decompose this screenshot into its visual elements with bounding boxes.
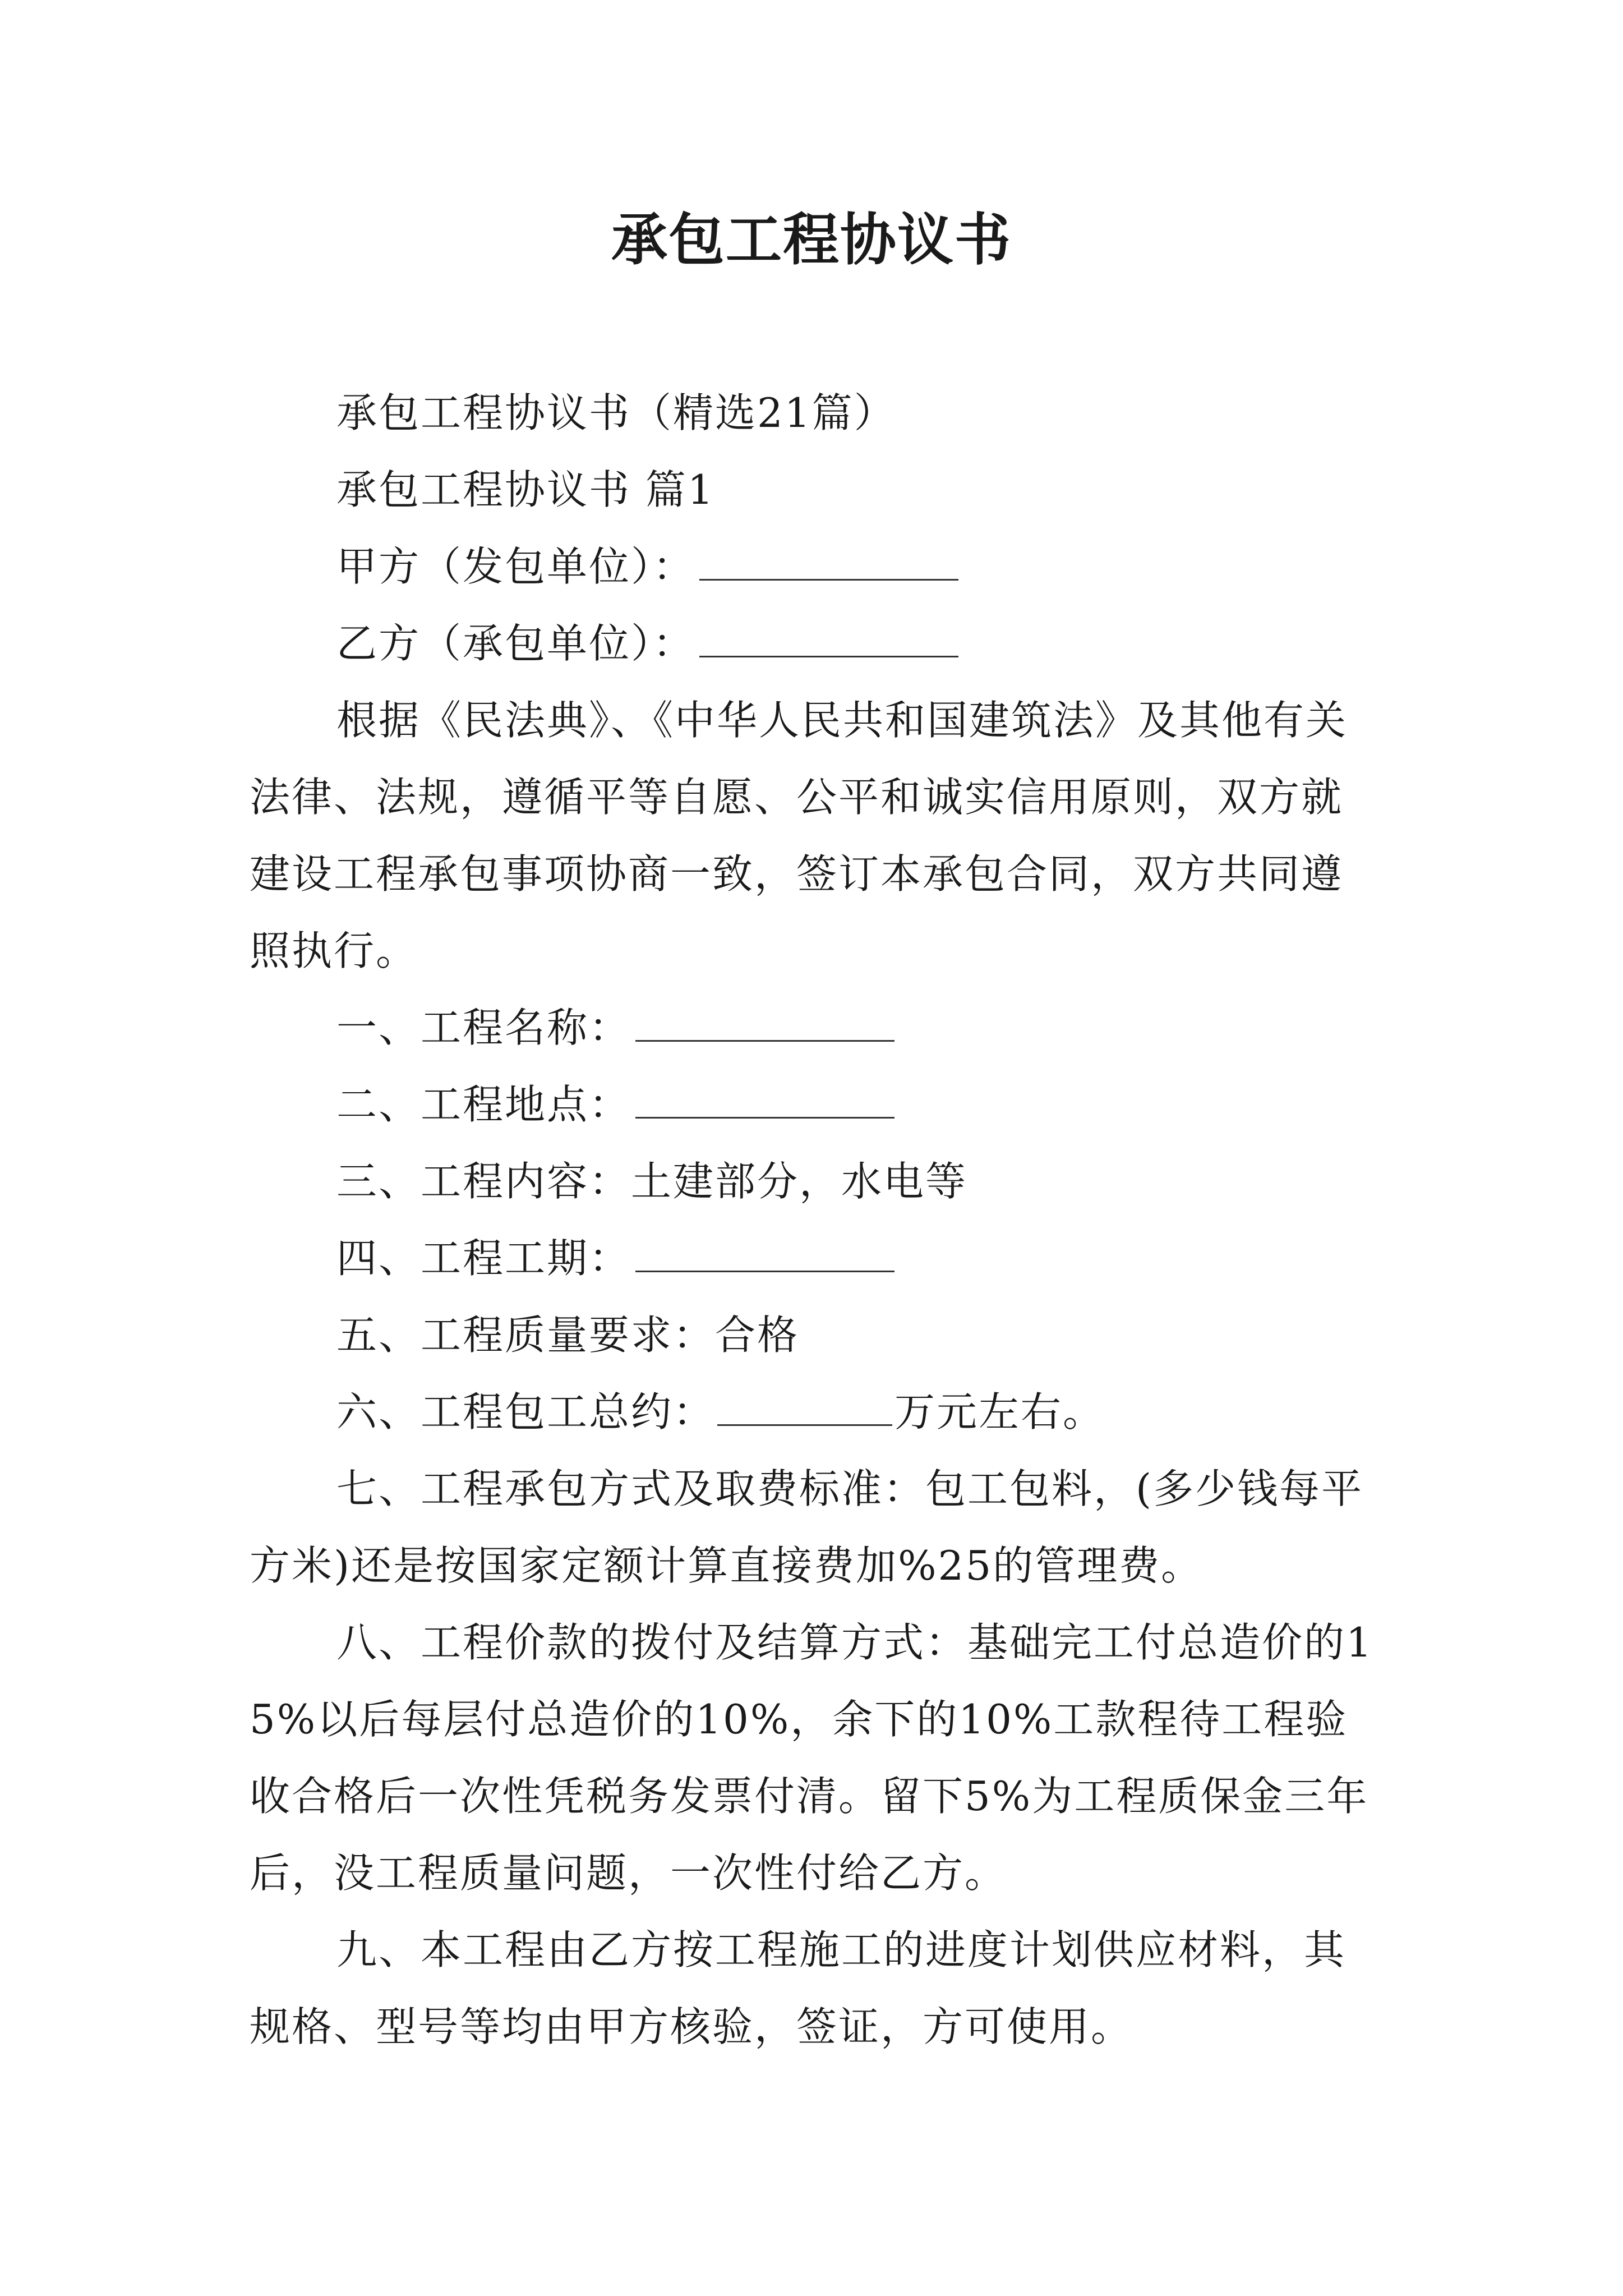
item-contract-total-suffix: 万元左右。	[895, 1388, 1105, 1435]
party-a-label: 甲方（发包单位）：	[336, 543, 695, 590]
item-project-name	[250, 990, 1382, 1066]
item-project-period	[250, 1220, 1382, 1297]
contract-total-blank	[717, 1389, 892, 1426]
project-name-blank	[635, 1005, 895, 1042]
item-contract-total-prefix: 六、工程包工总约：	[336, 1388, 716, 1435]
item-project-content: 三、工程内容：土建部分，水电等	[336, 1158, 968, 1205]
project-location-blank	[635, 1082, 895, 1119]
party-a-line	[250, 528, 1382, 605]
item-project-name-label: 一、工程名称：	[336, 1004, 631, 1051]
party-b-line	[250, 605, 1382, 682]
subtitle-line: 承包工程协议书（精选21篇）	[336, 389, 896, 436]
document-title: 承包工程协议书	[611, 206, 1012, 273]
project-period-blank	[635, 1236, 895, 1272]
item-project-location	[250, 1066, 1382, 1143]
party-a-blank	[699, 544, 958, 581]
item-payment-settlement: 八、工程价款的拨付及结算方式：基础完工付总造价的15%以后每层付总造价的10%，余下的10%工款程待工程验收合格后一次性凭税务发票付清。留下5%为工程质保金三年后，没工程质量问题，一次性付给乙方。	[250, 1619, 1373, 1897]
item-project-location-label: 二、工程地点：	[336, 1081, 631, 1128]
intro-paragraph: 根据《民法典》、《中华人民共和国建筑法》及其他有关法律、法规，遵循平等自愿、公平和诚实信用原则，双方就建设工程承包事项协商一致，签订本承包合同，双方共同遵照执行。	[250, 697, 1348, 974]
party-b-label: 乙方（承包单位）：	[336, 620, 695, 667]
item-contract-total	[250, 1374, 1382, 1451]
party-b-blank	[699, 621, 958, 657]
item-project-period-label: 四、工程工期：	[336, 1235, 631, 1282]
item-material-supply: 九、本工程由乙方按工程施工的进度计划供应材料，其规格、型号等均由甲方核验，签证，方可使用。	[250, 1926, 1347, 2050]
item-contract-method: 七、工程承包方式及取费标准：包工包料，(多少钱每平方米)还是按国家定额计算直接费加%25的管理费。	[250, 1465, 1364, 1589]
item-quality-requirement: 五、工程质量要求：合格	[336, 1312, 800, 1359]
document-body	[250, 375, 1382, 2065]
chapter-heading: 承包工程协议书 篇1	[336, 466, 715, 513]
